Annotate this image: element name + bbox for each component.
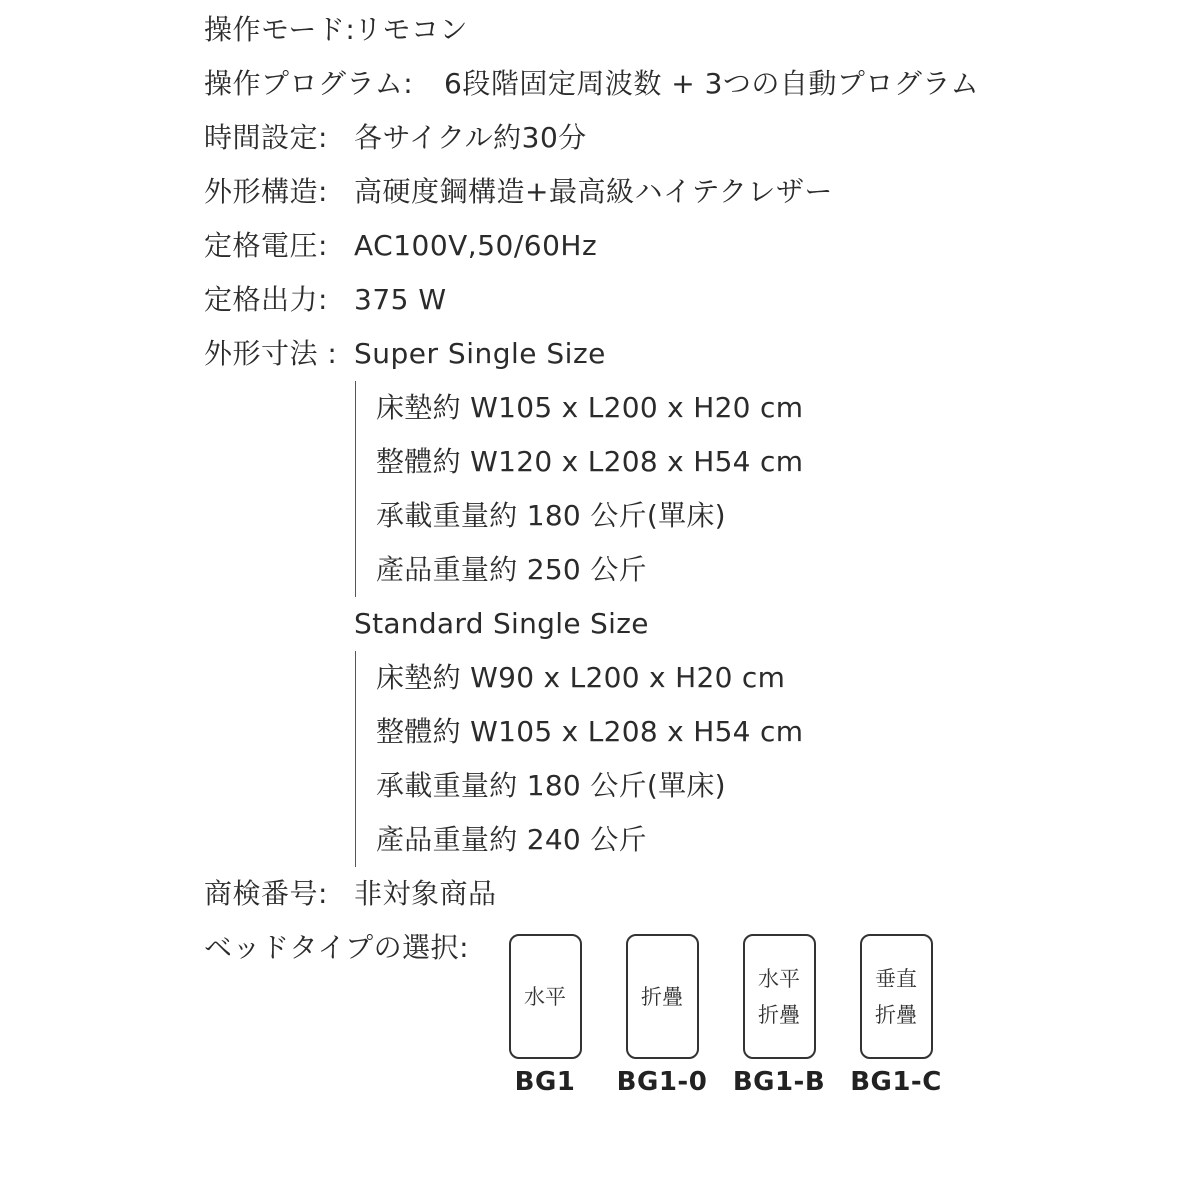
super-single-details <box>355 381 803 597</box>
spec-label: 定格電圧: <box>204 229 328 262</box>
bed-type-box <box>509 934 582 1059</box>
bed-type-box <box>743 934 816 1059</box>
spec-value: 375 W <box>354 283 447 316</box>
bed-type-code: BG1 <box>514 1067 576 1097</box>
spec-value: 非対象商品 <box>354 877 497 910</box>
spec-structure <box>204 172 833 212</box>
detail-mattress: 床墊約 W90 x L200 x H20 cm <box>376 661 786 694</box>
spec-operation-program <box>204 64 979 104</box>
bed-type-feature: 垂直 <box>875 966 917 991</box>
spec-label: 定格出力: <box>204 283 328 316</box>
spec-inspection-number <box>204 874 497 914</box>
spec-operation-mode <box>204 10 468 50</box>
spec-time-setting <box>204 118 587 158</box>
spec-rated-voltage <box>204 226 597 266</box>
detail-overall: 整體約 W105 x L208 x H54 cm <box>376 715 804 748</box>
bed-type-code: BG1-0 <box>616 1067 708 1097</box>
spec-label: 時間設定: <box>204 121 328 154</box>
spec-label: 操作モード: <box>204 13 356 46</box>
spec-value: リモコン <box>354 13 469 46</box>
spec-value: 各サイクル約30分 <box>354 121 587 154</box>
bed-type-feature: 水平 <box>524 984 566 1009</box>
spec-label: 外形寸法 : <box>204 337 338 370</box>
size-title-standard-single: Standard Single Size <box>354 607 649 640</box>
bed-type-option-bg1 <box>487 934 603 1097</box>
bed-type-option-bg1-c <box>838 934 954 1097</box>
bed-type-box <box>860 934 933 1059</box>
bed-type-option-bg1-b <box>721 934 837 1097</box>
bed-type-option-bg1-0 <box>604 934 720 1097</box>
bed-type-feature: 折疊 <box>875 1002 917 1027</box>
bed-type-feature: 水平 <box>758 966 800 991</box>
bed-type-box <box>626 934 699 1059</box>
bed-type-label: ベッドタイプの選択: <box>204 931 470 964</box>
bed-type-code: BG1-B <box>732 1067 826 1097</box>
spec-value: 高硬度鋼構造+最高級ハイテクレザー <box>354 175 833 208</box>
standard-single-details <box>355 651 803 867</box>
detail-overall: 整體約 W120 x L208 x H54 cm <box>376 445 804 478</box>
detail-product-weight: 產品重量約 250 公斤 <box>376 553 647 586</box>
bed-type-feature: 折疊 <box>758 1002 800 1027</box>
spec-rated-output <box>204 280 447 320</box>
spec-value: AC100V,50/60Hz <box>354 229 598 262</box>
spec-label: 商検番号: <box>204 877 328 910</box>
detail-mattress: 床墊約 W105 x L200 x H20 cm <box>376 391 804 424</box>
bed-type-feature: 折疊 <box>641 984 683 1009</box>
size-title-super-single: Super Single Size <box>354 337 606 370</box>
spec-label: 操作プログラム: <box>204 67 414 100</box>
spec-label: 外形構造: <box>204 175 328 208</box>
spec-dimensions <box>204 334 606 374</box>
detail-load-capacity: 承載重量約 180 公斤(單床) <box>376 499 726 532</box>
bed-type-code: BG1-C <box>850 1067 942 1097</box>
detail-load-capacity: 承載重量約 180 公斤(單床) <box>376 769 726 802</box>
detail-product-weight: 產品重量約 240 公斤 <box>376 823 647 856</box>
spec-value: 6段階固定周波数 + 3つの自動プログラム <box>444 67 980 100</box>
